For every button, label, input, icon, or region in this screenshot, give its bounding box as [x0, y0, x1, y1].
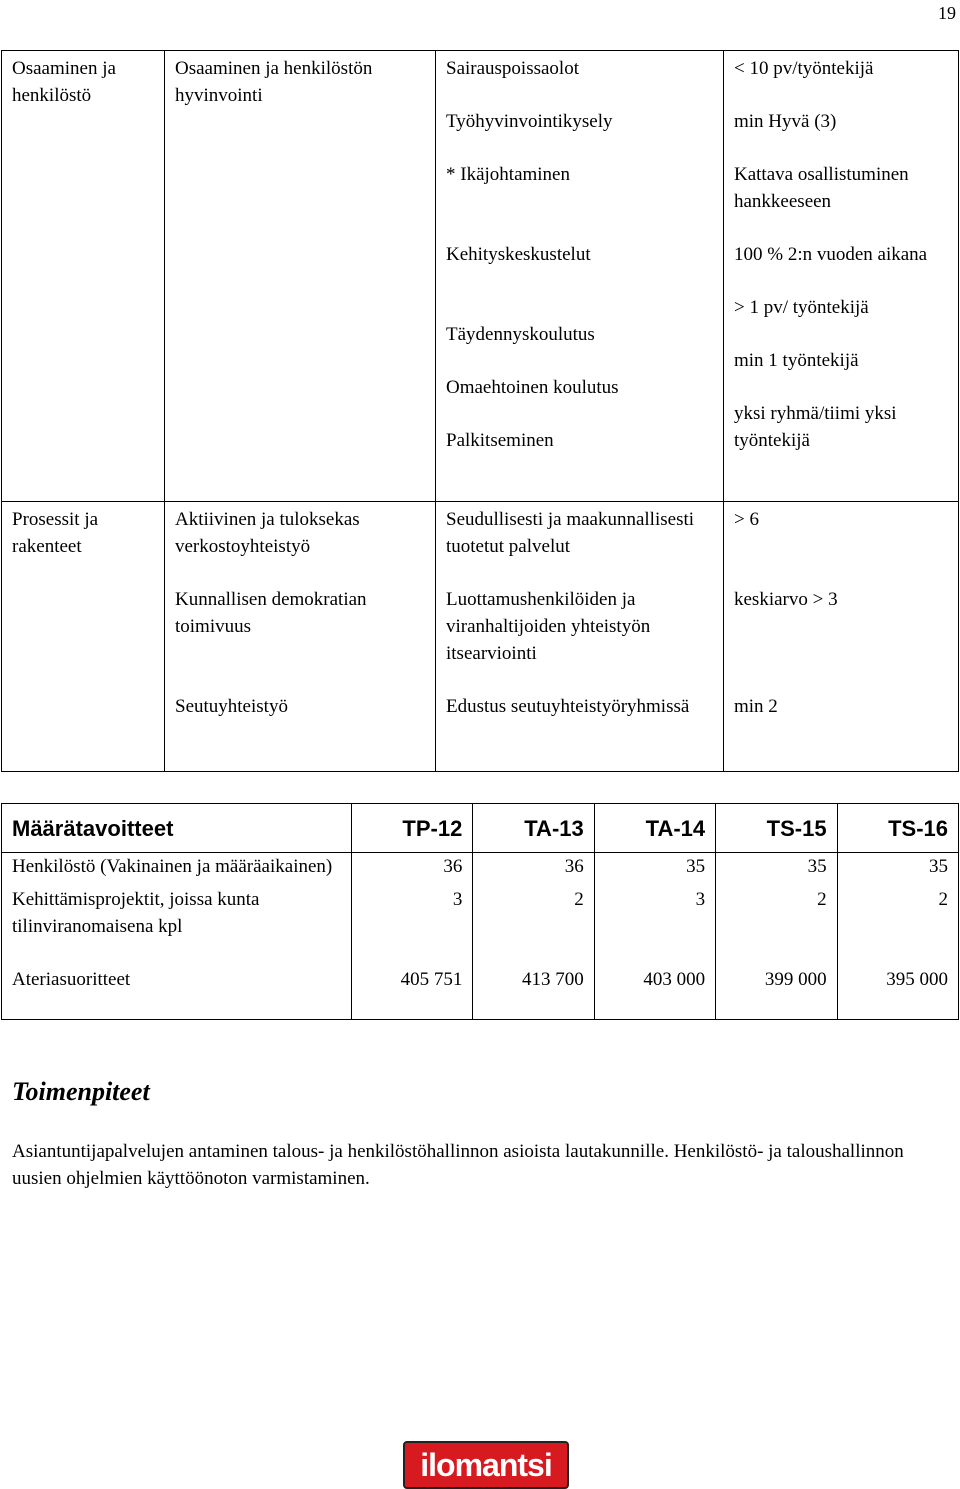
table-row — [2, 51, 959, 502]
target-item: > 1 pv/ työntekijä — [734, 297, 869, 318]
page-number: 19 — [938, 3, 956, 23]
row-label: Henkilöstö (Vakinainen ja määräaikainen) — [2, 853, 352, 887]
row-value: 3 — [594, 886, 715, 966]
row-value: 405 751 — [351, 966, 472, 1020]
row-value: 36 — [351, 853, 472, 887]
header-year: TP-12 — [351, 804, 472, 853]
header-year: TS-16 — [837, 804, 958, 853]
measure-item: Luottamushenkilöiden ja viranhaltijoiden yhteistyön itsearviointi — [446, 589, 651, 664]
row-value: 413 700 — [473, 966, 594, 1020]
header-year: TA-13 — [473, 804, 594, 853]
row-label: Kehittämisprojektit, joissa kunta tilinviranomaisena kpl — [2, 886, 352, 966]
target-item: keskiarvo > 3 — [734, 589, 838, 610]
target-item: min Hyvä (3) — [734, 111, 837, 132]
goal-cell — [165, 51, 436, 502]
area-cell — [2, 51, 165, 502]
row-value: 36 — [473, 853, 594, 887]
measure-item: Palkitseminen — [446, 430, 554, 451]
row-value: 3 — [351, 886, 472, 966]
targets-table — [1, 803, 959, 1020]
row-value: 403 000 — [594, 966, 715, 1020]
goal-label: Kunnallisen demokratian toimivuus — [175, 589, 367, 637]
section-title: Toimenpiteet — [12, 1077, 150, 1106]
row-value: 2 — [716, 886, 837, 966]
target-item: yksi ryhmä/tiimi yksi työntekijä — [734, 403, 897, 451]
goals-table — [1, 50, 959, 502]
row-value: 35 — [837, 853, 958, 887]
target-item: min 2 — [734, 696, 778, 717]
row-value: 35 — [716, 853, 837, 887]
row-label: Ateriasuoritteet — [2, 966, 352, 1020]
measure-item: Seudullisesti ja maakunnallisesti tuotetut palvelut — [446, 509, 695, 557]
measure-item: * Ikäjohtaminen — [446, 164, 570, 185]
target-item: > 6 — [734, 509, 759, 530]
header-year: TA-14 — [594, 804, 715, 853]
header-label: Määrätavoitteet — [2, 804, 352, 853]
target-item: min 1 työntekijä — [734, 350, 859, 371]
section-text: Asiantuntijapalvelujen antaminen talous- ja henkilöstöhallinnon asioista lautakunnille. Henkilöstö- ja taloushallinnon uusien ohjelmien käyttöönoton varmistaminen. — [12, 1141, 904, 1189]
measure-item: Sairauspoissaolot — [446, 58, 579, 79]
goal-label: Seutuyhteistyö — [175, 696, 288, 717]
measure-item: Kehityskeskustelut — [446, 244, 591, 265]
area-label: Prosessit ja rakenteet — [12, 509, 99, 557]
row-value: 395 000 — [837, 966, 958, 1020]
target-item: 100 % 2:n vuoden aikana — [734, 244, 928, 265]
goals-table-continued — [1, 499, 959, 772]
ilomantsi-logo: ilomantsi — [403, 1441, 569, 1489]
row-value: 2 — [837, 886, 958, 966]
measure-item: Edustus seutuyhteistyöryhmissä — [446, 696, 690, 717]
row-value: 399 000 — [716, 966, 837, 1020]
measure-item: Työhyvinvointikysely — [446, 111, 613, 132]
row-value: 2 — [473, 886, 594, 966]
measure-item: Omaehtoinen koulutus — [446, 377, 619, 398]
row-value: 35 — [594, 853, 715, 887]
measure-cell — [436, 51, 724, 502]
goal-label: Aktiivinen ja tuloksekas verkostoyhteistyö — [175, 509, 360, 557]
table-header-row — [2, 804, 959, 853]
header-year: TS-15 — [716, 804, 837, 853]
measure-item: Täydennyskoulutus — [446, 324, 595, 345]
target-item: Kattava osallistuminen hankkeeseen — [734, 164, 909, 212]
goal-label: Osaaminen ja henkilöstön hyvinvointi — [175, 58, 373, 106]
target-cell — [724, 51, 959, 502]
table-row — [2, 853, 959, 887]
table-row — [2, 886, 959, 966]
target-item: < 10 pv/työntekijä — [734, 58, 874, 79]
table-row — [2, 966, 959, 1020]
area-label: Osaaminen ja henkilöstö — [12, 58, 116, 106]
